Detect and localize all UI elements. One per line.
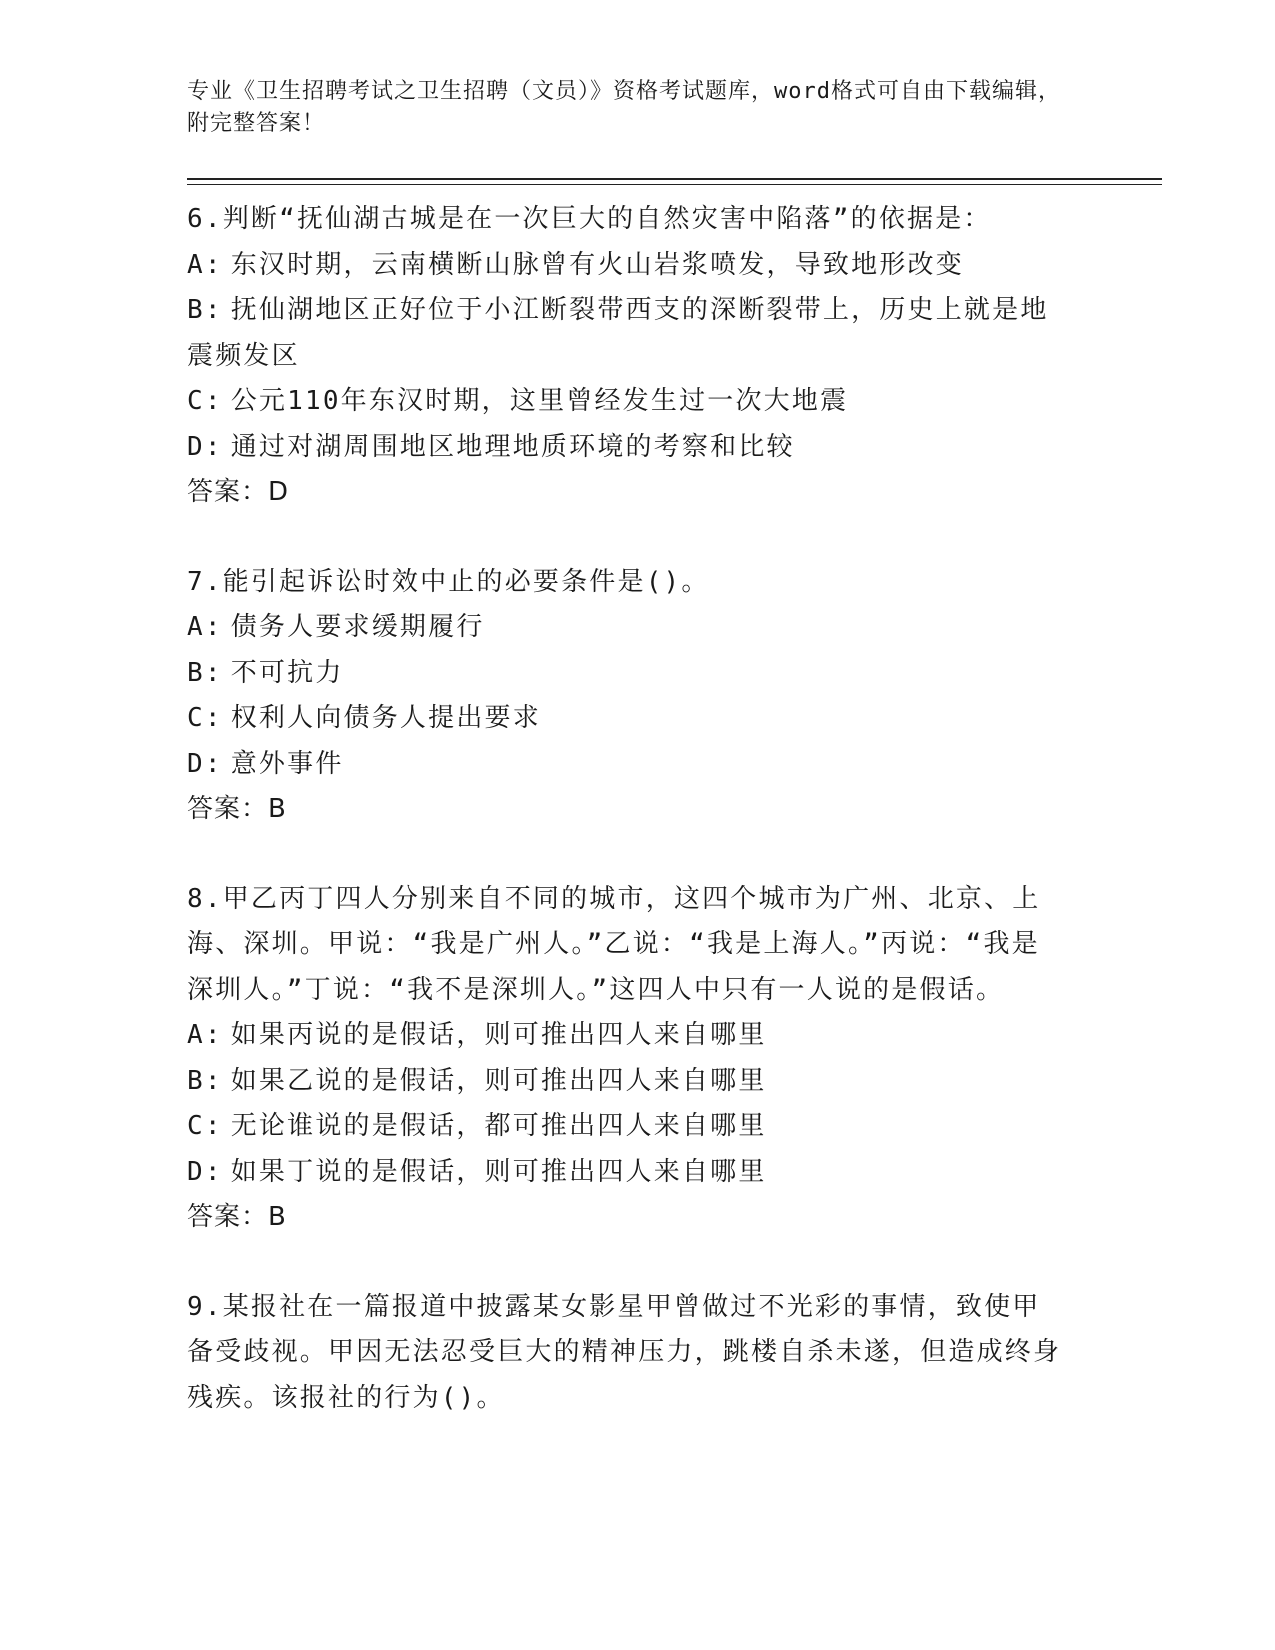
question-6 <box>187 197 1162 516</box>
option-letter: A: <box>187 1020 223 1050</box>
answer-label: 答案：B <box>187 794 287 824</box>
option-letter: C: <box>187 386 223 416</box>
option-letter: D: <box>187 748 223 779</box>
question-stem: 6.判断“抚仙湖古城是在一次巨大的自然灾害中陷落”的依据是： <box>187 204 992 234</box>
question-8 <box>187 877 1162 1241</box>
option-letter: A: <box>187 249 223 280</box>
option-text: 抚仙湖地区正好位于小江断裂带西支的深断裂带上，历史上就是地震频发区 <box>187 295 1049 371</box>
option-c <box>187 379 1067 425</box>
option-d <box>187 742 1067 788</box>
option-a <box>187 243 1067 289</box>
option-c <box>187 696 1067 742</box>
question-stem: 8.甲乙丙丁四人分别来自不同的城市，这四个城市为广州、北京、上海、深圳。甲说：“我是广州人。”乙说：“我是上海人。”丙说：“我是深圳人。”丁说：“我不是深圳人。”这四人中只有一人说的是假话。 <box>187 883 1041 1005</box>
answer-label: 答案：B <box>187 1202 287 1232</box>
option-text: 不可抗力 <box>230 657 344 688</box>
option-letter: B: <box>187 295 223 325</box>
document-header: 专业《卫生招聘考试之卫生招聘（文员）》资格考试题库，word格式可自由下载编辑，附完整答案！ <box>187 79 1061 136</box>
option-text: 如果乙说的是假话，则可推出四人来自哪里 <box>230 1065 767 1096</box>
option-text: 意外事件 <box>230 748 344 779</box>
option-c <box>187 1104 1067 1150</box>
question-7 <box>187 560 1162 833</box>
answer-label: 答案：D <box>187 477 290 507</box>
question-stem: 9.某报社在一篇报道中披露某女影星甲曾做过不光彩的事情，致使甲备受歧视。甲因无法忍受巨大的精神压力，跳楼自杀未遂，但造成终身残疾。该报社的行为()。 <box>187 1291 1062 1413</box>
option-letter: A: <box>187 612 223 642</box>
option-letter: D: <box>187 431 223 462</box>
option-text: 公元110年东汉时期，这里曾经发生过一次大地震 <box>230 386 849 416</box>
option-b <box>187 651 1067 697</box>
option-text: 债务人要求缓期履行 <box>230 612 485 642</box>
option-d <box>187 425 1067 471</box>
option-text: 如果丙说的是假话，则可推出四人来自哪里 <box>230 1020 767 1050</box>
option-text: 东汉时期，云南横断山脉曾有火山岩浆喷发，导致地形改变 <box>230 249 964 280</box>
option-a <box>187 1013 1067 1059</box>
option-text: 通过对湖周围地区地理地质环境的考察和比较 <box>230 431 795 462</box>
option-text: 无论谁说的是假话，都可推出四人来自哪里 <box>230 1111 767 1141</box>
document-page <box>187 68 1162 1421</box>
option-text: 如果丁说的是假话，则可推出四人来自哪里 <box>230 1156 767 1187</box>
option-text: 权利人向债务人提出要求 <box>230 703 541 733</box>
option-b <box>187 1059 1067 1105</box>
option-letter: C: <box>187 703 223 733</box>
option-letter: D: <box>187 1156 223 1187</box>
header-divider <box>187 178 1162 185</box>
option-b <box>187 288 1067 379</box>
option-d <box>187 1150 1067 1196</box>
option-letter: C: <box>187 1111 223 1141</box>
option-a <box>187 605 1067 651</box>
question-stem: 7.能引起诉讼时效中止的必要条件是()。 <box>187 566 710 597</box>
option-letter: B: <box>187 657 223 688</box>
option-letter: B: <box>187 1065 223 1096</box>
question-9 <box>187 1285 1162 1422</box>
